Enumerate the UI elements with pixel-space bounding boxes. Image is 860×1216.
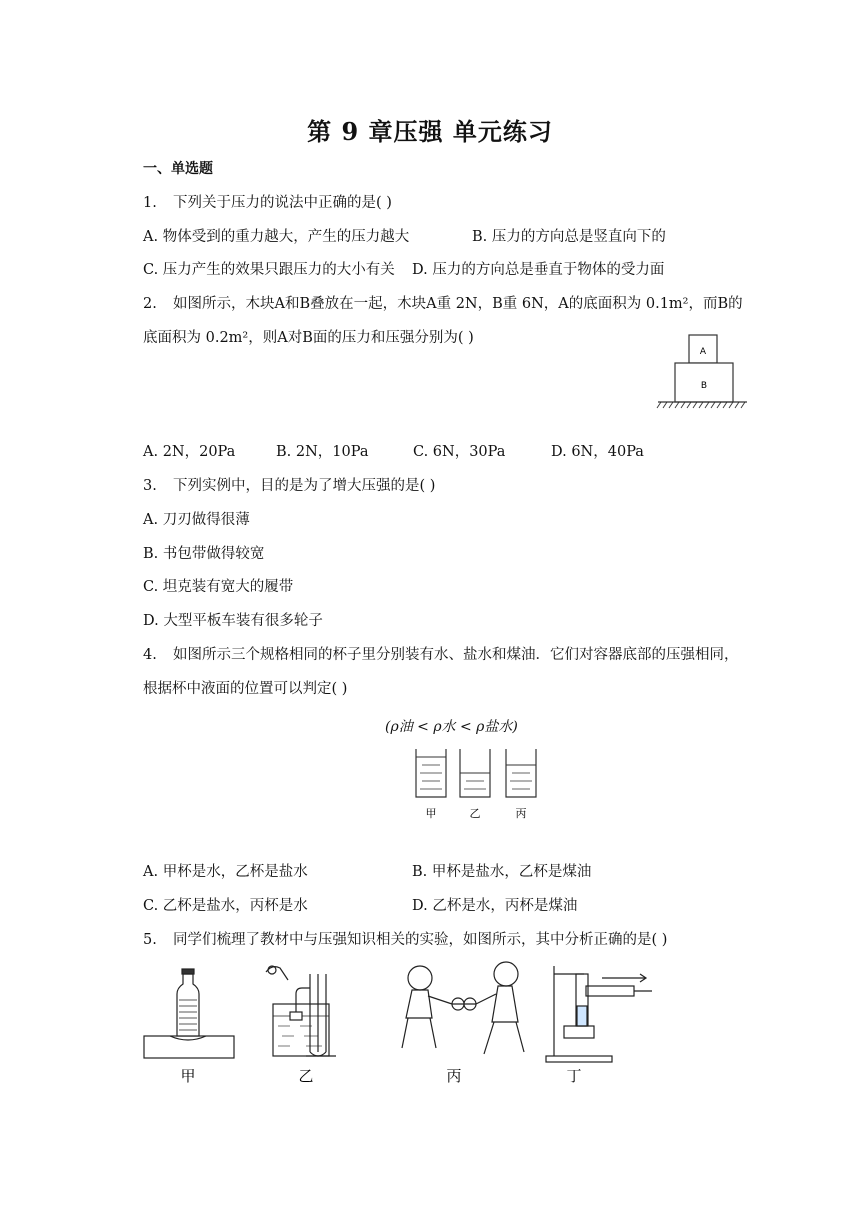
ground-hatching: [657, 402, 745, 408]
q2-stem-text1: 如图所示，木块A和B叠放在一起，木块A重 2N，B重 6N，A的底面积为 0.1m²，而B的: [173, 296, 743, 312]
q1-option-a: A. 物体受到的重力越大，产生的压力越大: [143, 229, 410, 245]
q5-experiments-figure: [140, 960, 660, 1090]
q4-number: 4.: [143, 647, 157, 663]
q2-block-figure: [655, 332, 750, 412]
q3-number: 3.: [143, 478, 157, 494]
block-b-label: B: [700, 381, 708, 391]
q1-option-b: B. 压力的方向总是竖直向下的: [472, 229, 666, 245]
q3-option-a: A. 刀刃做得很薄: [143, 512, 250, 528]
cup-bing-label: 丙: [515, 807, 527, 820]
syringe-boiling-illustration: [546, 966, 652, 1062]
q2-option-a: A. 2N，20Pa: [143, 444, 236, 460]
q4-option-c: C. 乙杯是盐水，丙杯是水: [143, 898, 308, 914]
q1-option-d: D. 压力的方向总是垂直于物体的受力面: [412, 262, 665, 278]
q3-stem-text: 下列实例中，目的是为了增大压强的是( ): [173, 478, 436, 494]
cup-yi: [460, 749, 490, 797]
q2-option-b: B. 2N，10Pa: [276, 444, 369, 460]
fig-bing-label: 丙: [446, 1067, 462, 1085]
q1-stem-text: 下列关于压力的说法中正确的是( ): [173, 195, 392, 211]
q5-stem-text: 同学们梳理了教材中与压强知识相关的实验，如图所示，其中分析正确的是( ): [173, 932, 668, 948]
q4-stem-line1: [143, 643, 739, 664]
q5-number: 5.: [143, 932, 157, 948]
fig-ding-label: 丁: [566, 1067, 582, 1085]
cup-jia: [416, 749, 446, 797]
q3-stem: [143, 474, 435, 495]
magdeburg-hemispheres-illustration: [402, 962, 524, 1054]
block-a-label: A: [699, 347, 707, 357]
cup-yi-label: 乙: [469, 807, 481, 820]
q4-stem-line2: 根据杯中液面的位置可以判定( ): [143, 681, 348, 697]
q2-number: 2.: [143, 296, 157, 312]
q4-option-a: A. 甲杯是水，乙杯是盐水: [143, 864, 308, 880]
q1-stem: [143, 191, 392, 212]
fig-yi-label: 乙: [298, 1067, 314, 1085]
q4-option-b: B. 甲杯是盐水，乙杯是煤油: [412, 864, 592, 880]
page-title: 第 9 章压强 单元练习: [307, 117, 553, 146]
q4-cups-figure: [408, 745, 543, 823]
q4-density-formula: (ρ油 < ρ水 < ρ盐水): [385, 719, 518, 735]
q1-number: 1.: [143, 195, 157, 211]
section-heading: 一、单选题: [143, 161, 213, 177]
fig-jia-label: 甲: [180, 1067, 196, 1085]
q2-option-c: C. 6N，30Pa: [413, 444, 506, 460]
q2-stem-line2: 底面积为 0.2m²，则A对B面的压力和压强分别为( ): [143, 330, 474, 346]
q1-option-c: C. 压力产生的效果只跟压力的大小有关: [143, 262, 395, 278]
bottle-on-sponge-illustration: [144, 969, 234, 1058]
q3-option-b: B. 书包带做得较宽: [143, 546, 265, 562]
q4-stem-text1: 如图所示三个规格相同的杯子里分别装有水、盐水和煤油．它们对容器底部的压强相同，: [173, 647, 739, 663]
q2-stem-line1: [143, 292, 743, 313]
cup-bing: [506, 749, 536, 797]
q2-option-d: D. 6N，40Pa: [551, 444, 644, 460]
cup-jia-label: 甲: [425, 807, 437, 820]
q5-stem: [143, 928, 667, 949]
u-tube-manometer-illustration: [266, 966, 336, 1056]
q4-option-d: D. 乙杯是水，丙杯是煤油: [412, 898, 578, 914]
q3-option-c: C. 坦克装有宽大的履带: [143, 579, 294, 595]
q3-option-d: D. 大型平板车装有很多轮子: [143, 613, 323, 629]
